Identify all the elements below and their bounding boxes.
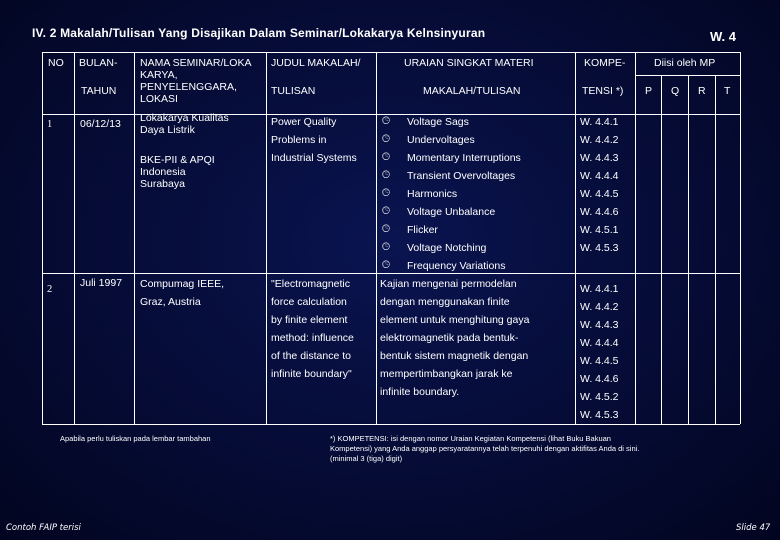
row-2-kompetensi xyxy=(580,280,619,424)
uraian-item: Flicker xyxy=(407,224,438,236)
header-uraian: URAIAN SINGKAT MATERI xyxy=(404,57,534,69)
row-1-uraian xyxy=(407,113,521,275)
note-additional-sheet: Apabila perlu tuliskan pada lembar tambahan xyxy=(60,434,211,443)
clock-icon: 🕒︎ xyxy=(382,224,390,235)
uraian-item: Harmonics xyxy=(407,188,458,200)
organizer-line: Indonesia xyxy=(140,166,186,178)
row-1-bullets xyxy=(382,113,390,275)
kompetensi-code: W. 4.4.5 xyxy=(580,188,619,200)
row-1-organizer xyxy=(140,154,215,190)
note-line: (minimal 3 (tiga) digit) xyxy=(330,454,403,463)
table-left-border xyxy=(42,52,43,424)
header-diisi-mp: Diisi oleh MP xyxy=(654,57,716,69)
header-no: NO xyxy=(48,57,64,69)
col-divider xyxy=(688,75,689,424)
clock-icon: 🕒︎ xyxy=(382,260,390,271)
clock-icon: 🕒︎ xyxy=(382,152,390,163)
header-nama-line: PENYELENGGARA, xyxy=(140,81,237,93)
header-r: R xyxy=(698,85,706,97)
clock-icon: 🕒︎ xyxy=(382,134,390,145)
uraian-line: bentuk sistem magnetik dengan xyxy=(380,350,529,362)
header-kompetensi-2: TENSI *) xyxy=(582,85,624,97)
seminar-line: Compumag IEEE, xyxy=(140,278,225,290)
uraian-item: Frequency Variations xyxy=(407,260,506,272)
row-1-kompetensi xyxy=(580,113,619,257)
clock-icon: 🕒︎ xyxy=(382,170,390,181)
seminar-line: Graz, Austria xyxy=(140,296,201,308)
uraian-item: Momentary Interruptions xyxy=(407,152,521,164)
judul-line: method: influence xyxy=(271,332,354,344)
clock-icon: 🕒︎ xyxy=(382,188,390,199)
table-bottom-border xyxy=(42,424,740,425)
kompetensi-code: W. 4.4.3 xyxy=(580,319,619,331)
table-right-border xyxy=(740,52,741,424)
header-nama-line: NAMA SEMINAR/LOKA xyxy=(140,57,252,69)
uraian-item: Transient Overvoltages xyxy=(407,170,516,182)
col-divider xyxy=(575,52,576,424)
kompetensi-code: W. 4.4.2 xyxy=(580,301,619,313)
judul-line: Problems in xyxy=(271,134,327,146)
note-line: *) KOMPETENSI: isi dengan nomor Uraian Kegiatan Kompetensi (lihat Buku Bakuan xyxy=(330,434,611,443)
uraian-line: mempertimbangkan jarak ke xyxy=(380,368,513,380)
row-1-date: 06/12/13 xyxy=(80,118,121,130)
col-divider xyxy=(74,52,75,424)
row-1-no: 1 xyxy=(47,119,53,130)
col-divider xyxy=(635,52,636,424)
row-1-judul xyxy=(271,113,357,167)
kompetensi-code: W. 4.4.6 xyxy=(580,373,619,385)
slide-number: Slide 47 xyxy=(736,523,771,533)
judul-line: Power Quality xyxy=(271,116,337,128)
kompetensi-code: W. 4.4.4 xyxy=(580,337,619,349)
header-bulan: BULAN- xyxy=(79,57,118,69)
header-p: P xyxy=(645,85,653,97)
clock-icon: 🕒︎ xyxy=(382,206,390,217)
row-2-seminar xyxy=(140,275,224,311)
uraian-item: Voltage Sags xyxy=(407,116,469,128)
note-line: Kompetensi) yang Anda anggap persyaratannya telah terpenuhi dengan aktifitas Anda di sini. xyxy=(330,444,640,453)
row-1-seminar xyxy=(140,112,229,136)
col-divider xyxy=(715,75,716,424)
uraian-item: Voltage Notching xyxy=(407,242,487,254)
footer-caption: Contoh FAIP terisi xyxy=(6,523,81,533)
row-2-date: Juli 1997 xyxy=(80,277,123,289)
kompetensi-code: W. 4.5.3 xyxy=(580,242,619,254)
kompetensi-code: W. 4.4.2 xyxy=(580,134,619,146)
header-t: T xyxy=(724,85,731,97)
organizer-line: Surabaya xyxy=(140,178,185,190)
page-title: IV. 2 Makalah/Tulisan Yang Disajikan Dalam Seminar/Lokakarya Kelnsinyuran xyxy=(32,26,486,40)
header-judul: JUDUL MAKALAH/ xyxy=(271,57,361,69)
seminar-line: Daya Listrik xyxy=(140,124,195,136)
col-divider xyxy=(266,52,267,424)
header-tahun: TAHUN xyxy=(81,85,117,97)
uraian-item: Voltage Unbalance xyxy=(407,206,496,218)
kompetensi-code: W. 4.4.1 xyxy=(580,116,619,128)
seminar-line: Lokakarya Kualitas xyxy=(140,112,229,124)
header-kompetensi: KOMPE- xyxy=(584,57,626,69)
kompetensi-code: W. 4.4.4 xyxy=(580,170,619,182)
uraian-line: infinite boundary. xyxy=(380,386,460,398)
uraian-item: Undervoltages xyxy=(407,134,475,146)
kompetensi-code: W. 4.4.3 xyxy=(580,152,619,164)
header-nama-line: LOKASI xyxy=(140,93,178,105)
row-2-uraian xyxy=(380,275,529,401)
header-nama-line: KARYA, xyxy=(140,69,178,81)
uraian-line: Kajian mengenai permodelan xyxy=(380,278,517,290)
kompetensi-code: W. 4.5.1 xyxy=(580,224,619,236)
row-2-no: 2 xyxy=(47,284,53,295)
clock-icon: 🕒︎ xyxy=(382,116,390,127)
header-uraian-2: MAKALAH/TULISAN xyxy=(423,85,521,97)
kompetensi-code: W. 4.4.6 xyxy=(580,206,619,218)
kompetensi-code: W. 4.5.3 xyxy=(580,409,619,421)
header-nama-seminar xyxy=(140,57,251,105)
col-divider xyxy=(661,75,662,424)
note-kompetensi xyxy=(330,434,639,464)
judul-line: by finite element xyxy=(271,314,348,326)
row-2-judul xyxy=(271,275,354,383)
col-divider xyxy=(134,52,135,424)
judul-line: "Electromagnetic xyxy=(271,278,351,290)
kompetensi-code: W. 4.4.1 xyxy=(580,283,619,295)
col-divider xyxy=(376,52,377,424)
uraian-line: element untuk menghitung gaya xyxy=(380,314,530,326)
organizer-line: BKE-PII & APQI xyxy=(140,154,215,166)
uraian-line: elektromagnetik pada bentuk- xyxy=(380,332,519,344)
header-judul-2: TULISAN xyxy=(271,85,316,97)
clock-icon: 🕒︎ xyxy=(382,242,390,253)
judul-line: force calculation xyxy=(271,296,347,308)
kompetensi-code: W. 4.4.5 xyxy=(580,355,619,367)
kompetensi-code: W. 4.5.2 xyxy=(580,391,619,403)
judul-line: Industrial Systems xyxy=(271,152,357,164)
uraian-line: dengan menggunakan finite xyxy=(380,296,510,308)
header-q: Q xyxy=(671,85,680,97)
judul-line: infinite boundary" xyxy=(271,368,352,380)
form-code: W. 4 xyxy=(710,29,737,44)
judul-line: of the distance to xyxy=(271,350,351,362)
